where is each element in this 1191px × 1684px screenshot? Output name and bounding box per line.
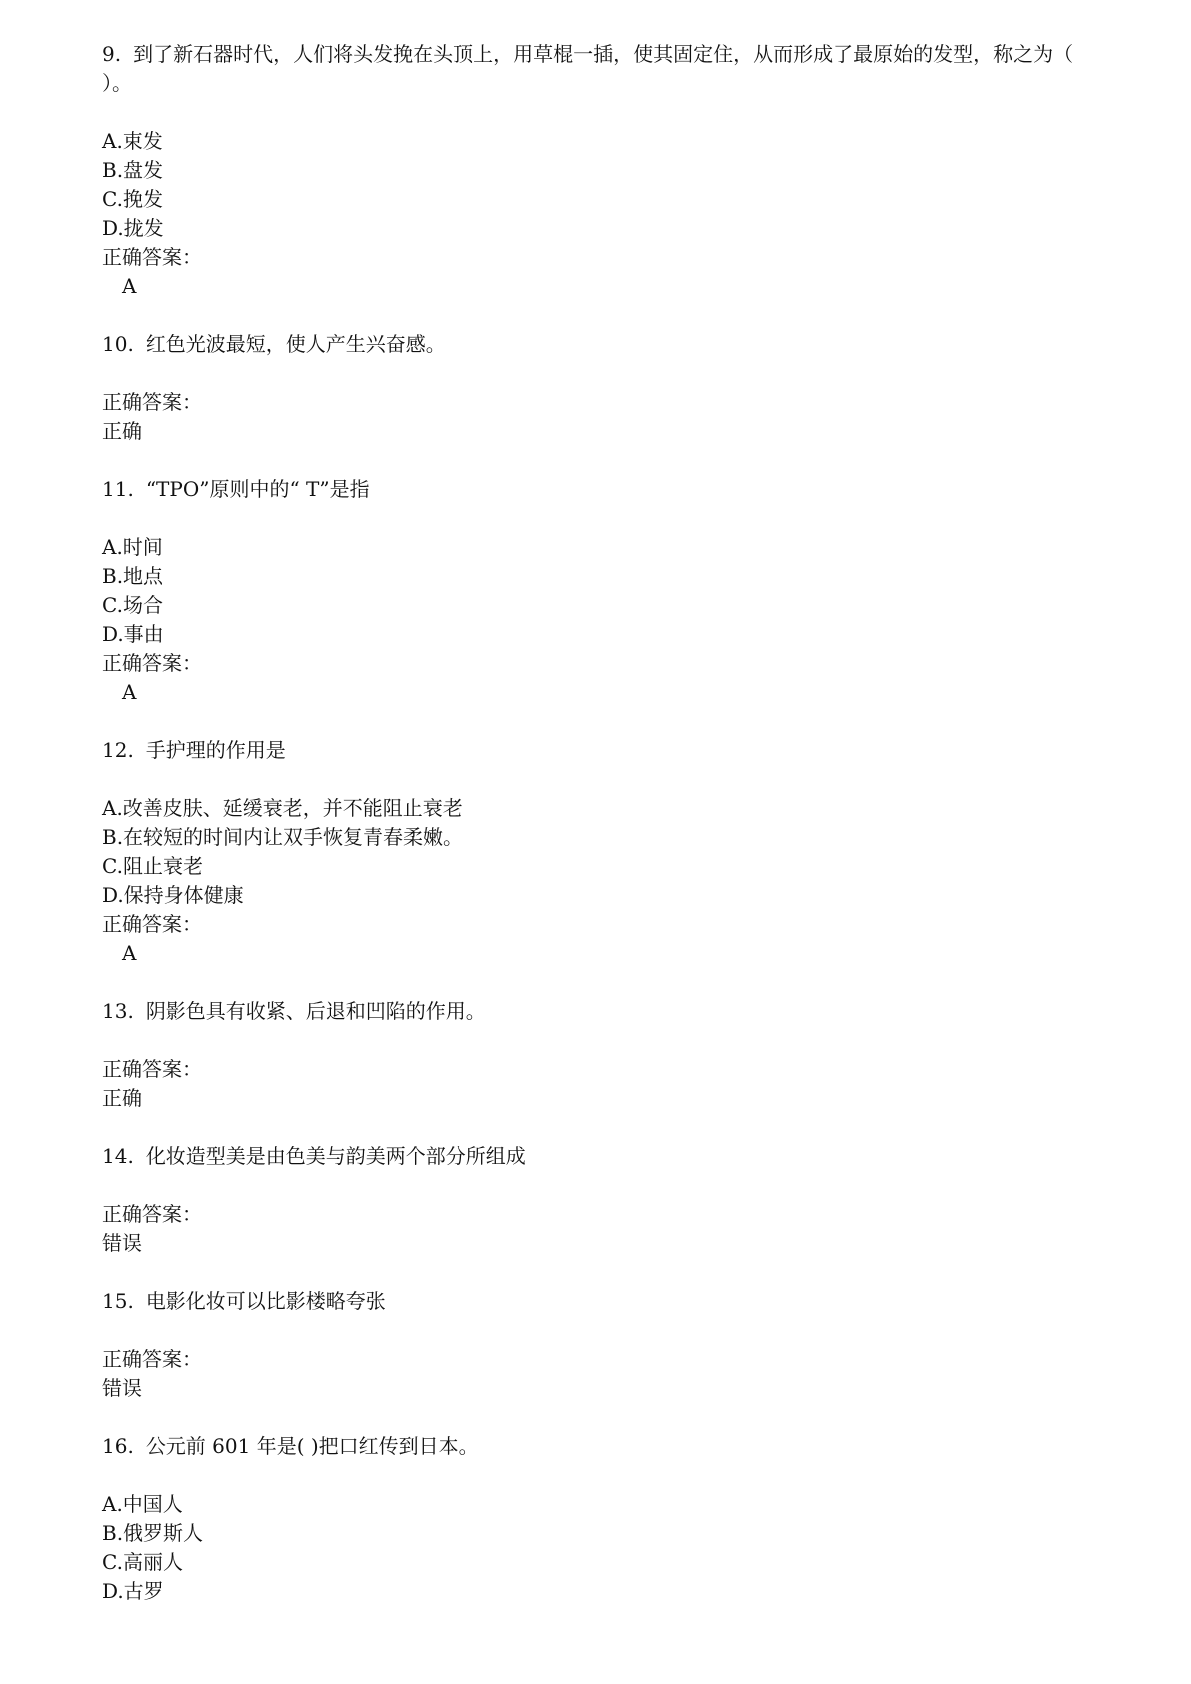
question-16: [102, 1432, 1102, 1606]
option-a: A.束发: [102, 129, 163, 153]
question-stem: 手护理的作用是: [145, 738, 286, 762]
answer-value: 错误: [102, 1376, 142, 1400]
option-b: B.俄罗斯人: [102, 1521, 204, 1545]
answer-label: 正确答案：: [102, 1057, 202, 1081]
question-number: 15.: [102, 1289, 134, 1313]
option-d: D.保持身体健康: [102, 883, 244, 907]
option-d: D.事由: [102, 622, 164, 646]
question-text: [102, 1142, 1102, 1171]
option-b: B.盘发: [102, 158, 164, 182]
question-text: [102, 330, 1102, 359]
question-text: [102, 1432, 1102, 1461]
answer-value: A: [122, 274, 137, 298]
option-c: C.挽发: [102, 187, 163, 211]
answer-value: 正确: [102, 419, 142, 443]
question-number: 13.: [102, 999, 134, 1023]
option-c: C.阻止衰老: [102, 854, 203, 878]
answer-value: 错误: [102, 1231, 142, 1255]
question-stem: 电影化妆可以比影楼略夸张: [145, 1289, 386, 1313]
question-text: [102, 736, 1102, 765]
question-number: 16.: [102, 1434, 134, 1458]
option-d: D.拢发: [102, 216, 164, 240]
answer-label: 正确答案：: [102, 245, 202, 269]
question-12: [102, 736, 1102, 968]
question-text: [102, 475, 1102, 504]
answer-label: 正确答案：: [102, 1347, 202, 1371]
question-number: 11.: [102, 477, 134, 501]
question-11: [102, 475, 1102, 707]
option-c: C.场合: [102, 593, 163, 617]
answer-value: 正确: [102, 1086, 142, 1110]
question-number: 9.: [102, 42, 122, 66]
question-text: [102, 997, 1102, 1026]
option-b: B.在较短的时间内让双手恢复青春柔嫩。: [102, 825, 464, 849]
question-stem: 到了新石器时代，人们将头发挽在头顶上，用草棍一插，使其固定住，从而形成了最原始的发型，称之为（ ）。: [102, 42, 1074, 95]
question-9: [102, 40, 1102, 301]
question-number: 10.: [102, 332, 134, 356]
question-15: [102, 1287, 1102, 1403]
answer-label: 正确答案：: [102, 912, 202, 936]
answer-label: 正确答案：: [102, 390, 202, 414]
question-stem: 公元前 601 年是( )把口红传到日本。: [145, 1434, 479, 1458]
option-a: A.改善皮肤、延缓衰老，并不能阻止衰老: [102, 796, 463, 820]
question-stem: 化妆造型美是由色美与韵美两个部分所组成: [145, 1144, 526, 1168]
question-text: [102, 1287, 1102, 1316]
option-a: A.中国人: [102, 1492, 183, 1516]
answer-value: A: [122, 941, 137, 965]
answer-label: 正确答案：: [102, 651, 202, 675]
question-text: [102, 40, 1102, 98]
question-stem: 阴影色具有收紧、后退和凹陷的作用。: [145, 999, 486, 1023]
question-stem: “TPO”原则中的“ T”是指: [145, 477, 370, 501]
option-d: D.古罗: [102, 1579, 164, 1603]
question-10: [102, 330, 1102, 446]
exam-page: [102, 40, 1102, 1606]
question-13: [102, 997, 1102, 1113]
question-number: 14.: [102, 1144, 134, 1168]
option-c: C.高丽人: [102, 1550, 183, 1574]
question-number: 12.: [102, 738, 134, 762]
answer-value: A: [122, 680, 137, 704]
option-a: A.时间: [102, 535, 163, 559]
option-b: B.地点: [102, 564, 164, 588]
question-14: [102, 1142, 1102, 1258]
answer-label: 正确答案：: [102, 1202, 202, 1226]
question-stem: 红色光波最短，使人产生兴奋感。: [145, 332, 446, 356]
